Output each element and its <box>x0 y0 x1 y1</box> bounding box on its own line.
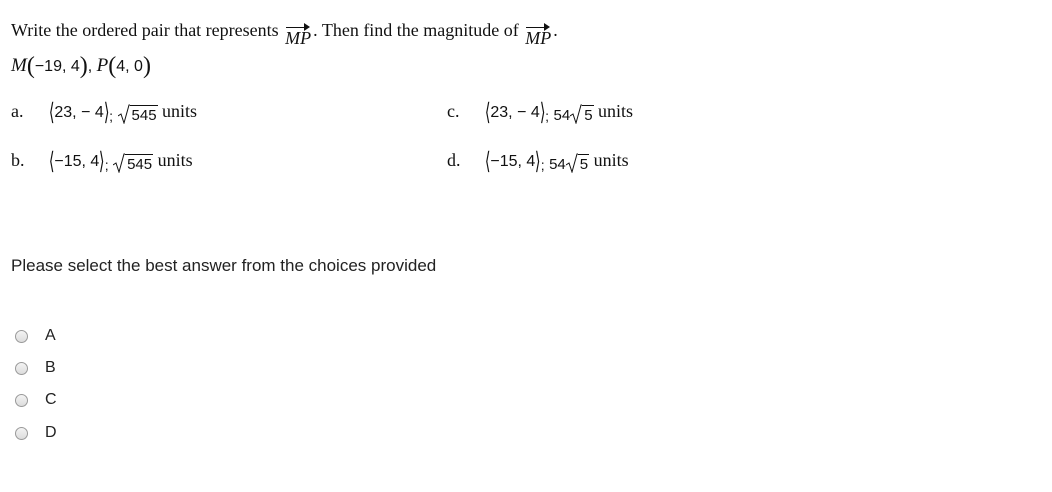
point-p-label: P <box>96 55 109 76</box>
radio-circle-icon[interactable] <box>15 362 28 375</box>
option-a-sqrt: 545 <box>118 105 158 124</box>
option-c: c. ⟨23, − $4⟩_;$ 54 5 units <box>447 100 634 126</box>
points-separator: , <box>87 58 97 75</box>
option-a-unit: units <box>162 101 198 121</box>
option-a: a. ⟨23, − $4⟩_;$ 545 units <box>11 100 198 126</box>
choice-d-radio[interactable] <box>15 424 57 442</box>
option-c-coef: 54 <box>553 107 571 124</box>
radio-circle-icon[interactable] <box>15 330 28 343</box>
choice-c-radio[interactable] <box>15 391 57 409</box>
choice-b-radio[interactable] <box>15 359 56 377</box>
option-b-pair: −15, 4 <box>54 153 100 170</box>
question-text-end: . <box>553 20 558 40</box>
option-c-sqrt: 5 <box>570 105 593 124</box>
option-d: d. ⟨−15, $4⟩_;$ 54 5 units <box>447 149 629 175</box>
option-b: b. ⟨−15, $4⟩_;$ 545 units <box>11 149 193 175</box>
vector-mp-2: MP <box>525 24 551 49</box>
question-text <box>11 20 558 49</box>
question-text-start: Write the ordered pair that represents <box>11 20 279 40</box>
vector-mp: MP <box>285 24 311 49</box>
option-a-pair: 23, − 4 <box>54 104 104 121</box>
choice-a-label[interactable]: A <box>45 327 56 344</box>
select-prompt: Please select the best answer from the choices provided <box>11 256 437 275</box>
option-d-unit: units <box>593 150 629 170</box>
option-b-sqrt: 545 <box>113 154 153 173</box>
option-c-pair: 23, − 4 <box>490 104 540 121</box>
option-c-unit: units <box>598 101 634 121</box>
point-p-coords: 4, 0 <box>116 58 143 75</box>
radio-circle-icon[interactable] <box>15 427 28 440</box>
given-points: M(−19, 4), P(4, 0) <box>11 53 151 79</box>
point-m-label: M <box>11 55 27 76</box>
option-b-unit: units <box>157 150 193 170</box>
option-d-letter: d. <box>447 150 461 170</box>
point-m-coords: −19, 4 <box>34 58 80 75</box>
option-a-letter: a. <box>11 101 24 121</box>
choice-b-label[interactable]: B <box>45 359 56 376</box>
option-d-pair: −15, 4 <box>490 153 536 170</box>
option-c-letter: c. <box>447 101 460 121</box>
choice-c-label[interactable]: C <box>45 391 57 408</box>
option-b-letter: b. <box>11 150 25 170</box>
radio-circle-icon[interactable] <box>15 394 28 407</box>
option-d-coef: 54 <box>549 156 566 173</box>
choice-d-label[interactable]: D <box>45 424 57 441</box>
option-d-sqrt: 5 <box>566 154 589 173</box>
question-text-middle: . Then find the magnitude of <box>313 20 519 40</box>
choice-a-radio[interactable] <box>15 327 56 345</box>
